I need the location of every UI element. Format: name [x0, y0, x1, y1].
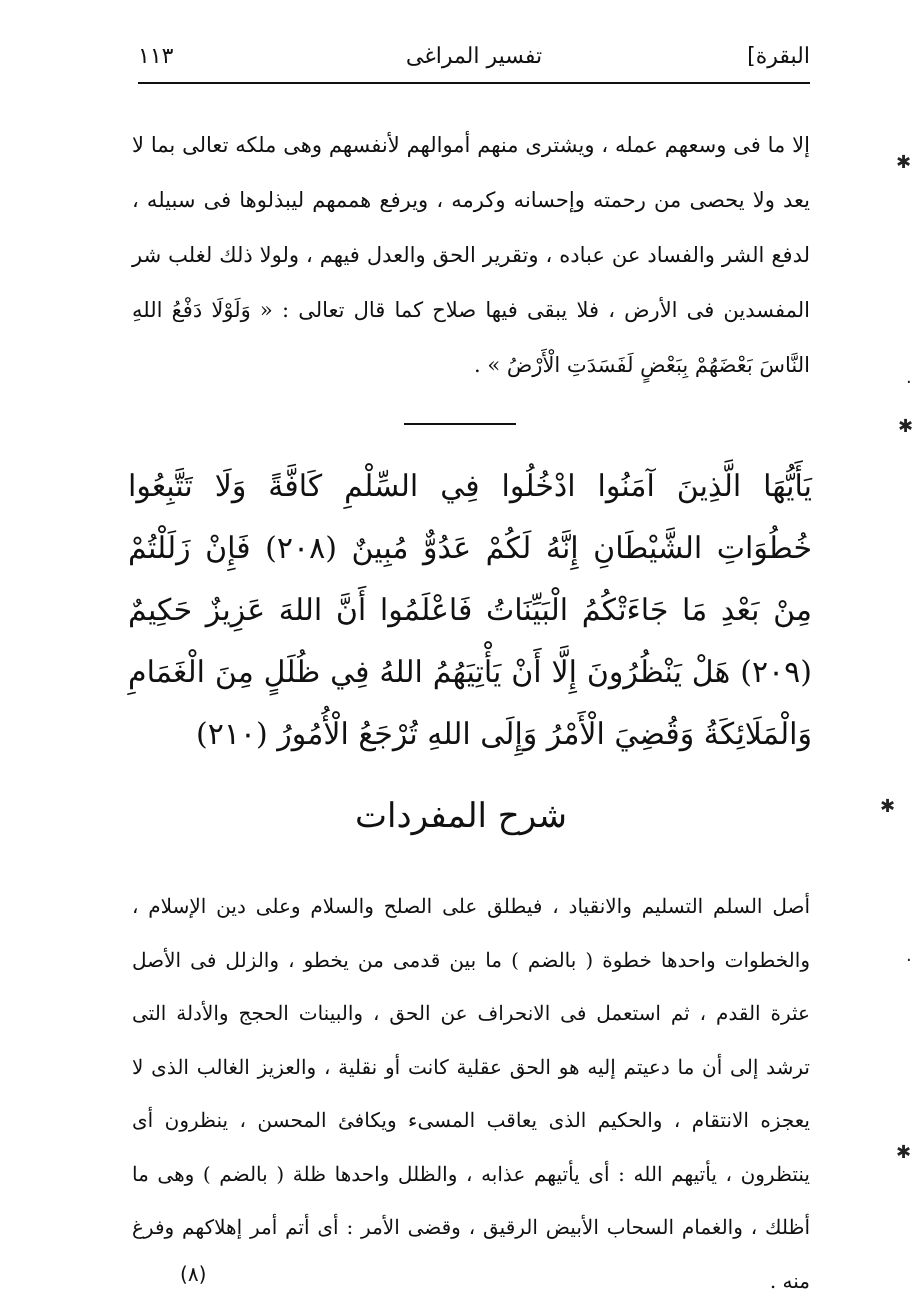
margin-mark-icon: ✱ — [896, 152, 912, 173]
page-header — [138, 38, 810, 82]
surah-bracket: ] — [747, 44, 756, 69]
vocabulary-paragraph: أصل السلم التسليم والانقياد ، فيطلق على الصلح والسلام وعلى دين الإسلام ، والخطوات واحدها خطوة ( بالضم ) ما بين قدمى من يخطو ، والزلل فى الأصل عثرة القدم ، ثم استعمل فى الانحراف عن الحق ، والبينات الحجج والأدلة التى ترشد إلى أن ما دعيتم إليه هو الحق عقلية كانت أو نقلية ، والعزيز الغالب الذى لا يعجزه الانتقام ، والحكيم الذى يعاقب المسىء ويكافئ المحسن ، ينظرون أى ينتظرون ، يأتيهم الله : أى يأتيهم عذابه ، والظلل واحدها ظلة ( بالضم ) وهى ما أظلك ، والغمام السحاب الأبيض الرقيق ، وقضى الأمر : أى أتم أمر إهلاكهم وفرغ منه . — [132, 894, 810, 1293]
page-number: ١١٣ — [138, 44, 174, 69]
margin-dot-icon: · — [906, 372, 912, 393]
section-heading: شرح المفردات — [354, 796, 568, 836]
margin-mark-icon: ✱ — [898, 416, 914, 437]
margin-mark-icon: ✱ — [896, 1142, 912, 1163]
signature-mark: (٨) — [180, 1262, 207, 1286]
section-divider — [404, 423, 516, 425]
quran-verses: يَأَيُّهَا الَّذِينَ آمَنُوا ادْخُلُوا فِي السِّلْمِ كَافَّةً وَلَا تَتَّبِعُوا خُطُوَاتِ الشَّيْطَانِ إِنَّهُ لَكُمْ عَدُوٌّ مُبِينٌ (٢٠٨) فَإِنْ زَلَلْتُمْ مِنْ بَعْدِ مَا جَاءَتْكُمُ الْبَيِّنَاتُ فَاعْلَمُوا أَنَّ اللهَ عَزِيزٌ حَكِيمٌ (٢٠٩) هَلْ يَنْظُرُونَ إِلَّا أَنْ يَأْتِيَهُمُ اللهُ فِي ظُلَلٍ مِنَ الْغَمَامِ وَالْمَلَائِكَةُ وَقُضِيَ الْأَمْرُ وَإِلَى اللهِ تُرْجَعُ الْأُمُورُ (٢١٠) — [128, 469, 812, 752]
book-title: تفسير المراغى — [405, 44, 543, 69]
margin-dot-icon: · — [906, 950, 912, 971]
header-divider — [138, 82, 810, 84]
surah-name — [747, 44, 810, 69]
margin-mark-icon: ✱ — [880, 796, 896, 817]
surah-label: البقرة — [755, 44, 810, 69]
commentary-paragraph: إلا ما فى وسعهم عمله ، ويشترى منهم أموالهم لأنفسهم وهى ملكه تعالى بما لا يعد ولا يحصى من رحمته وإحسانه وكرمه ، ويرفع هممهم ليبذلوها فى سبيله ، لدفع الشر والفساد عن عباده ، وتقرير الحق والعدل فيهم ، ولولا ذلك لغلب شر المفسدين فى الأرض ، فلا يبقى فيها صلاح كما قال تعالى : « وَلَوْلَا دَفْعُ اللهِ النَّاسَ بَعْضَهُمْ بِبَعْضٍ لَفَسَدَتِ الْأَرْضُ » . — [132, 133, 810, 377]
